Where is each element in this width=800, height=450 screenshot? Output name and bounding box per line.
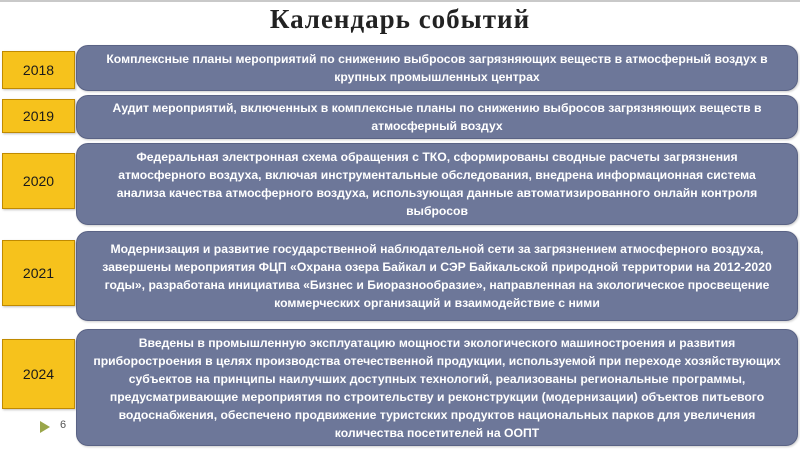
event-box-2019: Аудит мероприятий, включенных в комплексные планы по снижению выбросов загрязняющих веществ в атмосферный воздух	[76, 95, 798, 139]
top-divider	[0, 0, 800, 2]
event-box-2020: Федеральная электронная схема обращения с ТКО, сформированы сводные расчеты загрязнения атмосферного воздуха, включая инструментальные обследования, внедрена информационная система анализа качества атмосферного воздуха, использующая данные автоматизированного онлайн контроля выбросов	[76, 143, 798, 225]
year-badge-2018: 2018	[2, 51, 75, 89]
year-badge-2020: 2020	[2, 153, 75, 209]
year-badge-2021: 2021	[2, 240, 75, 306]
event-box-2021: Модернизация и развитие государственной наблюдательной сети за загрязнением атмосферного воздуха, завершены мероприятия ФЦП «Охрана озера Байкал и СЭР Байкальской природной территории на 2012-2020 годы», разработана инициатива «Бизнес и Биоразнообразие», направленная на экологическое просвещение коммерческих организаций и взаимодействие с ними	[76, 231, 798, 321]
slide-number: 6	[60, 419, 67, 431]
triangle-arrow-icon	[40, 421, 50, 433]
event-box-2018: Комплексные планы мероприятий по снижению выбросов загрязняющих веществ в атмосферный воздух в крупных промышленных центрах	[76, 45, 798, 91]
year-badge-2019: 2019	[2, 99, 75, 133]
event-box-2024: Введены в промышленную эксплуатацию мощности экологического машиностроения и развития приборостроения в целях производства отечественной продукции, используемой при переходе хозяйствующих субъектов на принципы наилучших доступных технологий, реализованы региональные программы, предусматривающие мероприятия по строительству и реконструкции (модернизации) объектов питьевого водоснабжения, обеспечено продвижение туристских продуктов национальных парков для увеличения количества посетителей на ООПТ	[76, 329, 798, 446]
page-title: Календарь событий	[269, 4, 531, 34]
year-badge-2024: 2024	[2, 339, 75, 409]
